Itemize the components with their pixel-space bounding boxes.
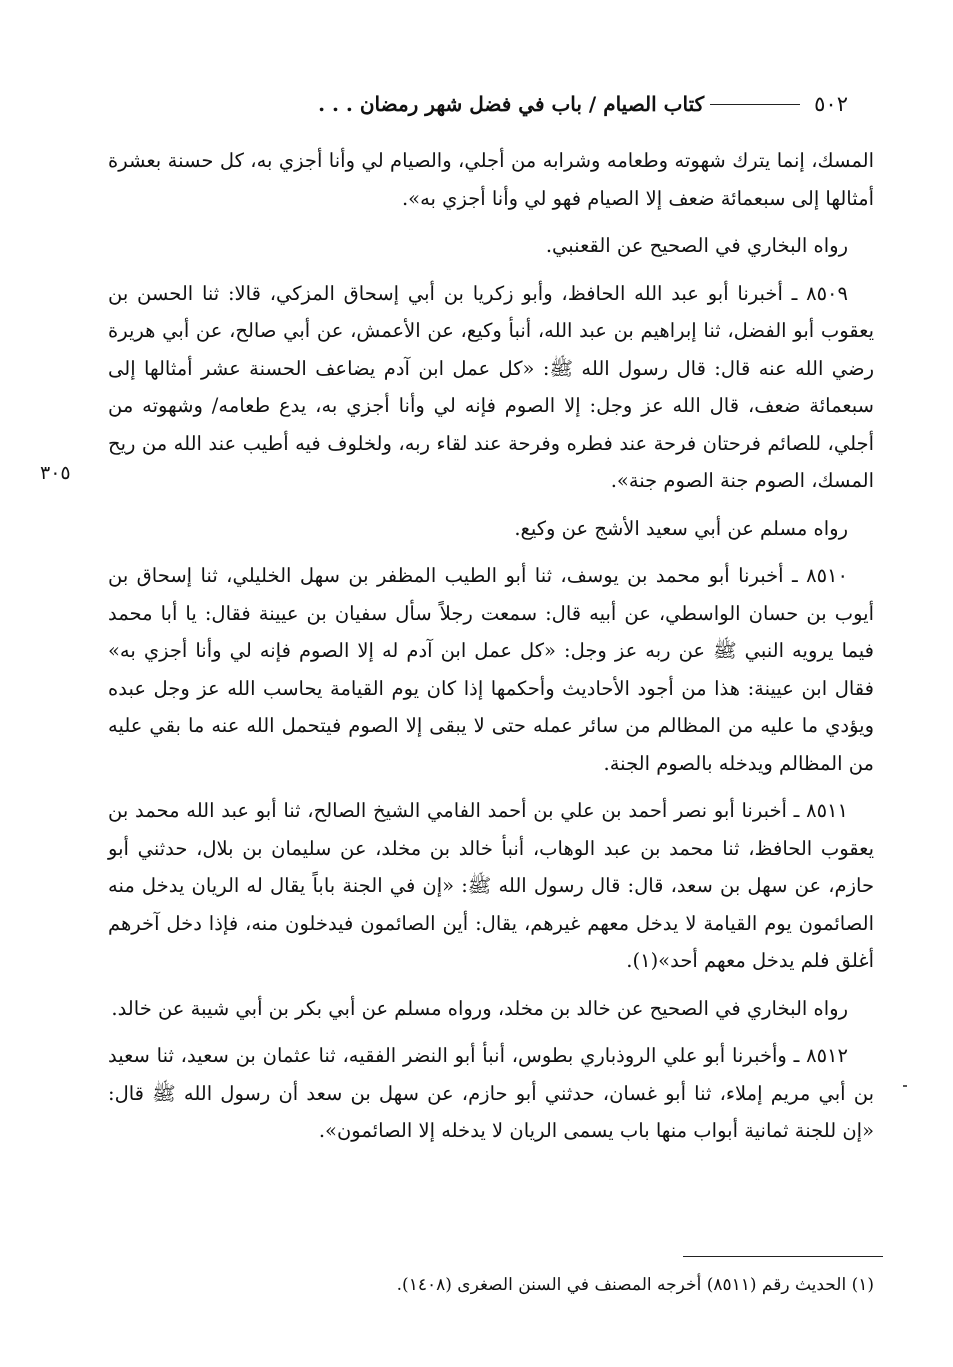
paragraph-hadith-continuation: المسك، إنما يترك شهوته وطعامه وشرابه من أجلي، والصيام لي وأنا أجزي به، كل حسنة بعشرة أمثالها إلى سبعمائة ضعف إلا الصيام فهو لي وأنا أجزي به».: [108, 149, 874, 210]
scan-speck: [903, 1085, 907, 1087]
paragraph-hadith-8510: ٨٥١٠ ـ أخبرنا أبو محمد بن يوسف، ثنا أبو الطيب المظفر بن سهل الخليلي، ثنا إسحاق بن أيوب بن حسان الواسطي، عن أبيه قال: سمعت رجلاً سأل سفيان بن عيينة فقال: يا أبا محمد فيما يرويه النبي ﷺ عن ربه عز وجل: «كل عمل ابن آدم له إلا الصوم فإنه لي وأنا أجزي به» فقال ابن عيينة: هذا من أجود الأحاديث وأحكمها إذا كان يوم القيامة يحاسب الله عز وجل عبده ويؤدي ما عليه من المظالم من سائر عمله حتى لا يبقى إلا الصوم فيتحمل الله عنه ما بقي عليه من المظالم ويدخله بالصوم الجنة.: [108, 564, 874, 775]
page-header: [112, 84, 848, 124]
paragraph-narration-bukhari: رواه البخاري في الصحيح عن القعنبي.: [545, 234, 848, 257]
running-head: كتاب الصيام / باب في فضل شهر رمضان . . .: [318, 92, 705, 116]
paragraph-narration-bukhari-muslim: رواه البخاري في الصحيح عن خالد بن مخلد، ورواه مسلم عن أبي بكر بن أبي شيبة عن خالد.: [111, 996, 848, 1020]
paragraph-hadith-8509: ٨٥٠٩ ـ أخبرنا أبو عبد الله الحافظ، وأبو زكريا بن أبي إسحاق المزكي، قالا: ثنا الحسن بن يعقوب أبو الفضل، ثنا إبراهيم بن عبد الله، أنبأ وكيع، عن الأعمش، عن أبي صالح، عن أبي هريرة رضي الله عنه قال: قال رسول الله ﷺ: «كل عمل ابن آدم يضاعف الحسنة عشر أمثالها إلى سبعمائة ضعف، قال الله عز وجل: إلا الصوم فإنه لي وأنا أجزي به، يدع طعامه/ وشهوته من أجلي، للصائم فرحتان فرحة عند فطره وفرحة عند لقاء ربه، ولخلوف فيه أطيب عند الله من ريح المسك، الصوم جنة الصوم جنة».: [108, 281, 874, 492]
paragraph-hadith-8512: ٨٥١٢ ـ وأخبرنا أبو علي الروذباري بطوس، أنبأ أبو النضر الفقيه، ثنا عثمان بن سعيد، ثنا سعيد بن أبي مريم إملاء، ثنا أبو غسان، حدثني أبو حازم، عن سهل بن سعد أن رسول الله ﷺ قال: «إن للجنة ثمانية أبواب منها باب يسمى الريان لا يدخله إلا الصائمون».: [108, 1044, 874, 1142]
page-body: [108, 142, 874, 1160]
margin-page-marker: ٣٠٥: [40, 462, 71, 484]
header-rule: [710, 104, 800, 105]
paragraph-hadith-8511: ٨٥١١ ـ أخبرنا أبو نصر أحمد بن علي بن أحمد الفامي الشيخ الصالح، ثنا أبو عبد الله محمد بن يعقوب الحافظ، ثنا محمد بن عبد الوهاب، أنبأ خالد بن مخلد، عن سليمان بن بلال، حدثني أبو حازم، عن سهل بن سعد، قال: قال رسول الله ﷺ: «إن في الجنة باباً يقال له الريان يدخل منه الصائمون يوم القيامة لا يدخل معهم غيرهم، يقال: أين الصائمون فيدخلون منه، فإذا دخل آخرهم أغلق فلم يدخل معهم أحد»(١).: [108, 799, 874, 972]
page-number: ٥٠٢: [814, 92, 848, 116]
footnote-rule: [683, 1256, 883, 1257]
footnote: (١) الحديث رقم (٨٥١١) أخرجه المصنف في السنن الصغرى (١٤٠٨).: [396, 1275, 874, 1295]
paragraph-narration-muslim: رواه مسلم عن أبي سعيد الأشج عن وكيع.: [514, 516, 848, 540]
